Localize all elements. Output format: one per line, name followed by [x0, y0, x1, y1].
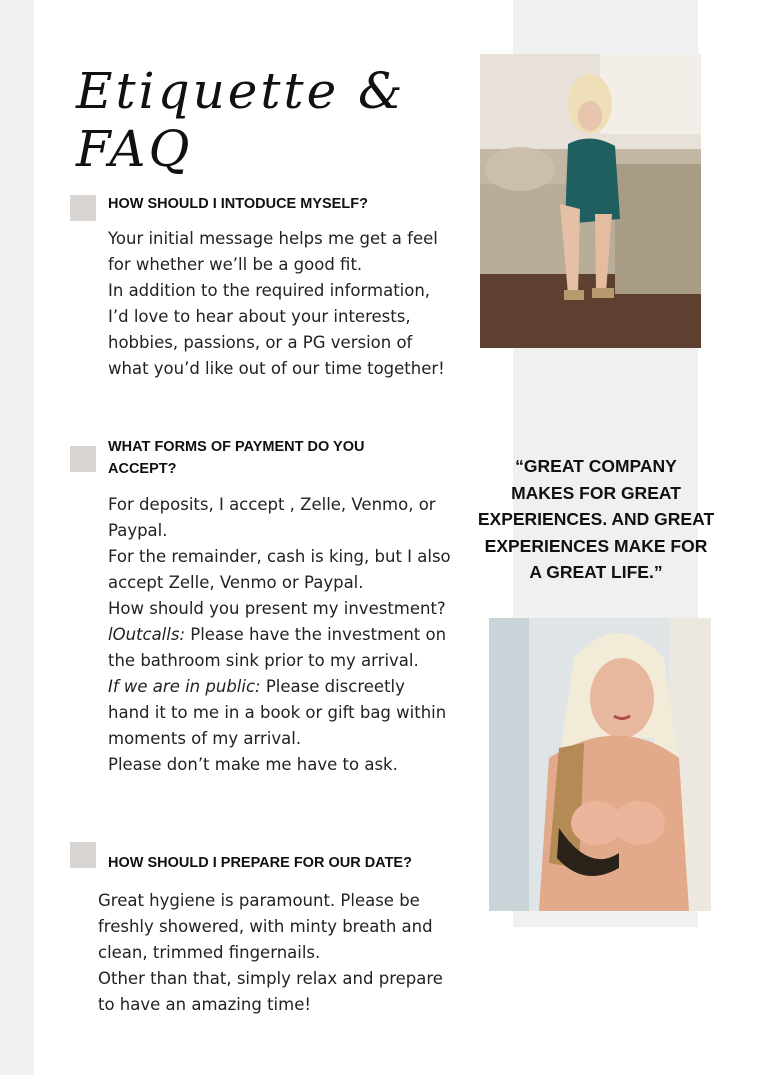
quote-line: EXPERIENCES. AND GREAT	[477, 509, 715, 530]
quote-line: “GREAT COMPANY	[515, 456, 677, 476]
answer-line: Great hygiene is paramount. Please be	[98, 891, 420, 910]
photo-sofa	[480, 54, 701, 348]
page-title: Etiquette & FAQ	[76, 62, 406, 178]
answer-line: moments of my arrival.	[108, 729, 302, 748]
answer-line: the bathroom sink prior to my arrival.	[108, 651, 419, 670]
faq-question-introduce: HOW SHOULD I INTODUCE MYSELF?	[108, 196, 368, 212]
faq-marker-1	[70, 195, 96, 221]
answer-line: freshly showered, with minty breath and	[98, 917, 433, 936]
photo-portrait	[489, 618, 711, 911]
public-label: If we are in public:	[108, 677, 261, 696]
left-margin-strip	[0, 0, 34, 1075]
answer-line: I’d love to hear about your interests,	[108, 307, 411, 326]
public-text: Please discreetly	[260, 677, 405, 696]
faq-marker-2	[70, 446, 96, 472]
answer-line: Your initial message helps me get a feel	[108, 229, 438, 248]
answer-line: In addition to the required information,	[108, 281, 431, 300]
outcalls-label: lOutcalls:	[108, 625, 186, 644]
answer-line: Other than that, simply relax and prepare	[98, 969, 443, 988]
question-line: WHAT FORMS OF PAYMENT DO YOU	[108, 439, 365, 455]
quote-block	[474, 453, 718, 586]
faq-question-prepare: HOW SHOULD I PREPARE FOR OUR DATE?	[108, 855, 412, 871]
answer-line: hand it to me in a book or gift bag within	[108, 703, 447, 722]
quote-line: EXPERIENCES MAKE FOR	[484, 535, 708, 556]
answer-line: For deposits, I accept , Zelle, Venmo, or	[108, 495, 436, 514]
answer-line	[108, 674, 463, 700]
answer-line: For the remainder, cash is king, but I also	[108, 547, 451, 566]
answer-line: accept Zelle, Venmo or Paypal.	[108, 573, 364, 592]
question-line: ACCEPT?	[108, 461, 177, 477]
faq-answer-prepare	[98, 888, 458, 1018]
quote-line: A GREAT LIFE.”	[529, 562, 663, 583]
answer-line: to have an amazing time!	[98, 995, 311, 1014]
photo-portrait-image	[489, 618, 711, 911]
answer-line: Paypal.	[108, 521, 168, 540]
outcalls-text: Please have the investment on	[185, 625, 447, 644]
answer-line: hobbies, passions, or a PG version of	[108, 333, 413, 352]
faq-answer-payment	[108, 492, 463, 778]
quote-line: MAKES FOR GREAT	[511, 482, 681, 503]
photo-sofa-image	[480, 54, 701, 348]
faq-question-payment	[108, 436, 438, 480]
answer-line: what you’d like out of our time together!	[108, 359, 445, 378]
faq-marker-3	[70, 842, 96, 868]
answer-line: for whether we’ll be a good fit.	[108, 255, 363, 274]
answer-line: Please don’t make me have to ask.	[108, 755, 398, 774]
answer-line: clean, trimmed fingernails.	[98, 943, 321, 962]
faq-answer-introduce	[108, 226, 458, 382]
answer-line	[108, 622, 463, 648]
answer-line: How should you present my investment?	[108, 599, 446, 618]
